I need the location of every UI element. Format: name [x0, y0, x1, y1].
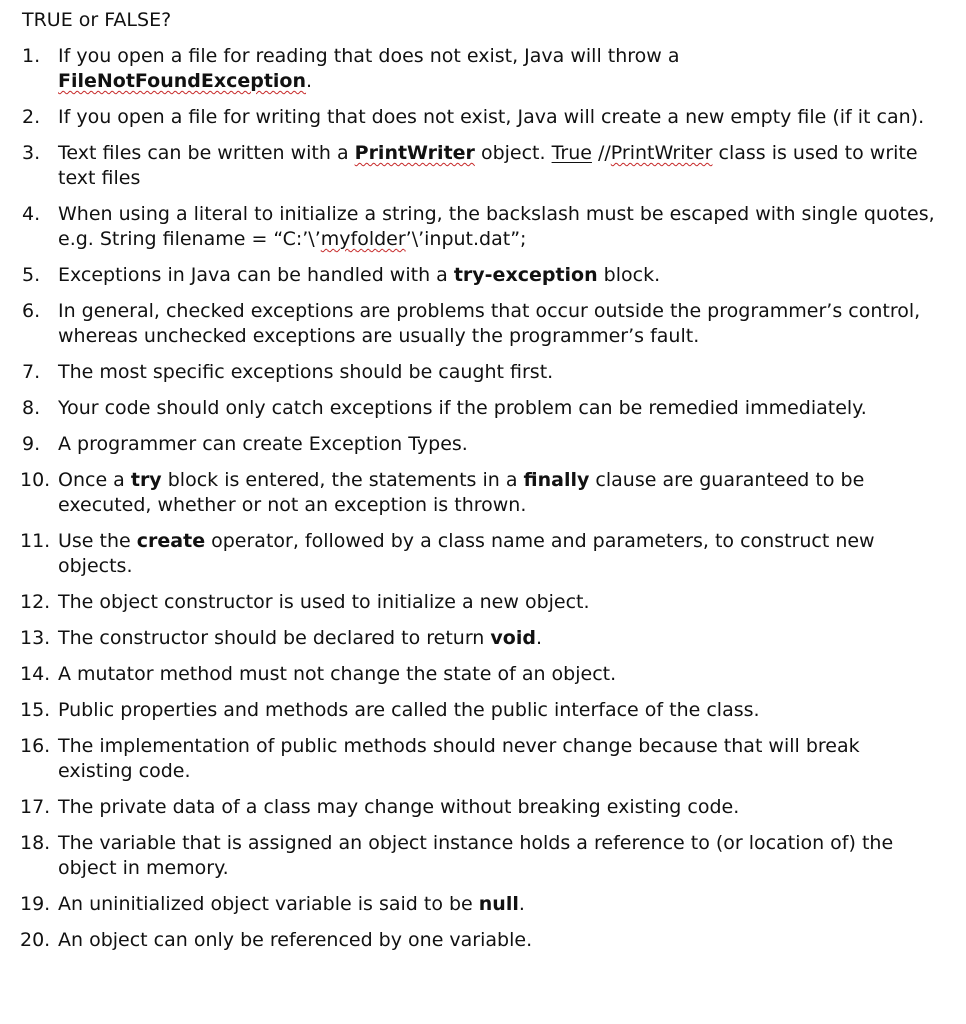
question-text: Your code should only catch exceptions if the problem can be remedied immediately.: [58, 397, 867, 419]
question-text: The most specific exceptions should be caught first.: [58, 361, 554, 383]
question-number: 7.: [22, 361, 41, 383]
question-number: 8.: [22, 397, 41, 419]
question-text: .: [518, 893, 525, 915]
question-item-19: [0, 892, 966, 917]
question-term: myfolder: [320, 228, 406, 250]
question-number: 19.: [20, 893, 51, 915]
question-item-12: [0, 590, 966, 615]
question-text: Text files can be written with a: [58, 142, 355, 164]
question-text: A programmer can create Exception Types.: [58, 433, 468, 455]
question-term: null: [478, 893, 519, 915]
question-term: void: [490, 627, 536, 649]
question-number: 11.: [20, 530, 51, 552]
question-text: clause are guaranteed to be executed, whether or not an exception is thrown.: [58, 469, 865, 516]
question-number: 16.: [20, 735, 51, 757]
question-text: An object can only be referenced by one variable.: [58, 929, 533, 951]
question-item-6: [0, 299, 966, 349]
question-text: Use the: [58, 530, 137, 552]
question-item-16: [0, 734, 966, 784]
question-number: 10.: [20, 469, 51, 491]
question-text: block.: [597, 264, 661, 286]
question-number: 5.: [22, 264, 41, 286]
question-term: create: [136, 530, 206, 552]
question-text: object.: [474, 142, 552, 164]
question-text: In general, checked exceptions are problems that occur outside the programmer’s control, whereas unchecked exceptions are usually the programmer’s fault.: [58, 300, 921, 347]
question-term: FileNotFoundException: [58, 70, 307, 92]
question-text: The variable that is assigned an object instance holds a reference to (or location of) the object in memory.: [58, 832, 894, 879]
question-text: A mutator method must not change the state of an object.: [58, 663, 617, 685]
question-number: 9.: [22, 433, 41, 455]
question-text: The object constructor is used to initialize a new object.: [58, 591, 590, 613]
question-item-17: [0, 795, 966, 820]
answer-term: PrintWriter: [610, 142, 713, 164]
question-number: 17.: [20, 796, 51, 818]
question-text: Exceptions in Java can be handled with a: [58, 264, 454, 286]
question-number: 18.: [20, 832, 51, 854]
answer-text: class is used to write text files: [58, 142, 918, 189]
question-item-2: [0, 105, 966, 130]
question-number: 12.: [20, 591, 51, 613]
question-number: 3.: [22, 142, 41, 164]
question-number: 1.: [22, 45, 41, 67]
question-number: 2.: [22, 106, 41, 128]
question-item-8: [0, 396, 966, 421]
answer-text: True: [551, 142, 592, 164]
question-text: operator, followed by a class name and parameters, to construct new objects.: [58, 530, 875, 577]
question-item-1: [0, 44, 966, 94]
question-text: Once a: [58, 469, 131, 491]
question-item-15: [0, 698, 966, 723]
question-item-5: [0, 263, 966, 288]
question-text: block is entered, the statements in a: [161, 469, 524, 491]
question-item-9: [0, 432, 966, 457]
question-text: .: [306, 70, 313, 92]
question-term: try-exception: [453, 264, 598, 286]
question-number: 13.: [20, 627, 51, 649]
question-text: If you open a file for reading that does not exist, Java will throw a: [58, 45, 680, 67]
question-item-20: [0, 928, 966, 953]
question-item-13: [0, 626, 966, 651]
question-term: finally: [523, 469, 590, 491]
question-text: ’\’input.dat”;: [405, 228, 527, 250]
question-text: The implementation of public methods should never change because that will break existing code.: [58, 735, 860, 782]
question-text: The constructor should be declared to return: [58, 627, 491, 649]
question-text: If you open a file for writing that does not exist, Java will create a new empty file (if it can).: [58, 106, 925, 128]
question-text: .: [535, 627, 542, 649]
question-text: An uninitialized object variable is said to be: [58, 893, 479, 915]
question-number: 20.: [20, 929, 51, 951]
question-number: 15.: [20, 699, 51, 721]
question-item-10: [0, 468, 966, 518]
answer-text: //: [591, 142, 611, 164]
question-item-18: [0, 831, 966, 881]
question-term: PrintWriter: [354, 142, 475, 164]
question-item-11: [0, 529, 966, 579]
question-item-4: [0, 202, 966, 252]
question-item-3: [0, 141, 966, 191]
question-term: try: [130, 469, 162, 491]
question-list: [0, 44, 966, 964]
question-item-14: [0, 662, 966, 687]
question-number: 6.: [22, 300, 41, 322]
question-text: When using a literal to initialize a string, the backslash must be escaped with single quotes, e.g. String filename = “C:’\’: [58, 203, 935, 250]
question-text: The private data of a class may change without breaking existing code.: [58, 796, 740, 818]
question-number: 14.: [20, 663, 51, 685]
question-text: Public properties and methods are called the public interface of the class.: [58, 699, 760, 721]
question-item-7: [0, 360, 966, 385]
worksheet-heading: TRUE or FALSE?: [22, 9, 172, 31]
question-number: 4.: [22, 203, 41, 225]
